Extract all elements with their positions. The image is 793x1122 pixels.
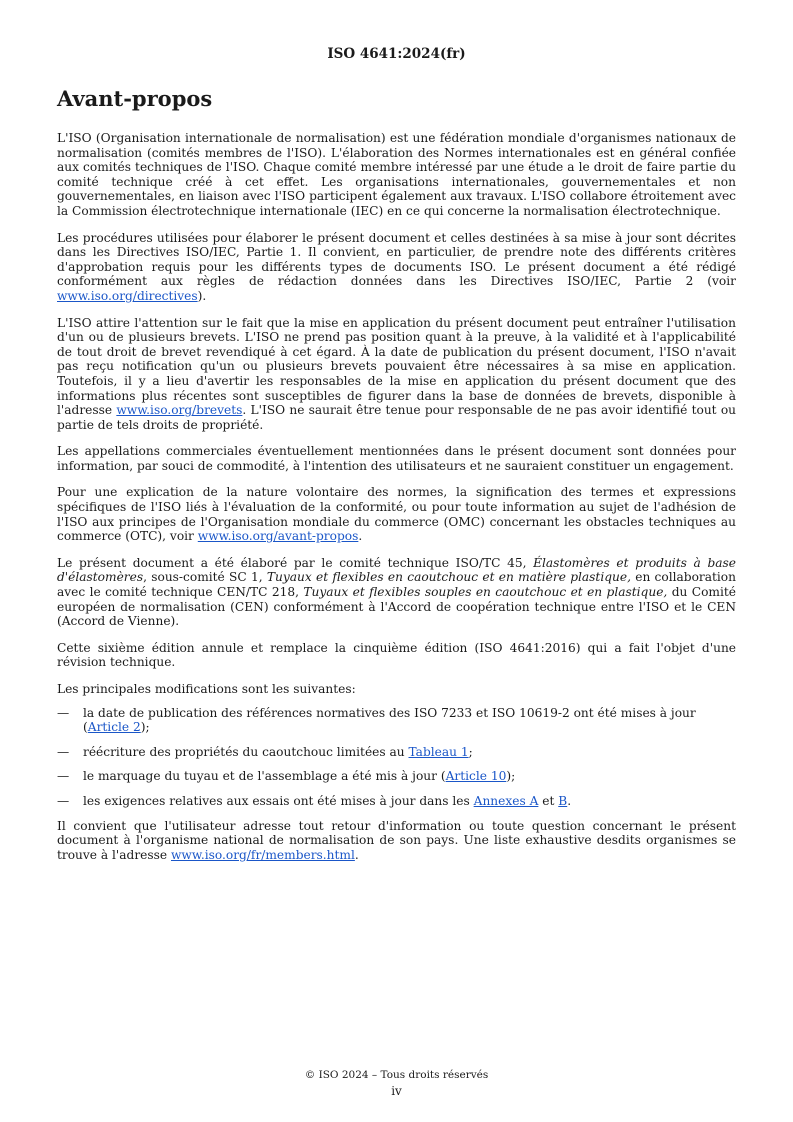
foreword-link[interactable]: www.iso.org/avant-propos: [197, 529, 359, 544]
paragraph-changes-intro: Les principales modifications sont les suivantes:: [57, 682, 356, 696]
table-1-link[interactable]: Tableau 1: [408, 744, 469, 759]
paragraph-edition: Cette sixième édition annule et remplace la cinquième édition (ISO 4641:2016) qui a fait l'objet d'une révision technique.: [57, 640, 736, 670]
foreword-body: [57, 131, 736, 874]
page-title: Avant-propos: [57, 86, 213, 111]
paragraph-feedback: Il convient que l'utilisateur adresse tout retour d'information ou toute question concernant le présent document à l'organisme national de normalisation de son pays. Une liste exhaustive desdits organismes se trouve à l'adresse www.iso.org/fr/members.html.: [57, 818, 736, 862]
annex-a-link[interactable]: Annexes A: [473, 793, 539, 808]
list-dash: —: [57, 705, 70, 720]
page-footer: [0, 1067, 793, 1099]
paragraph-voluntary-nature: Pour une explication de la nature volontaire des normes, la signification des termes et expressions spécifiques de l'ISO liés à l'évaluation de la conformité, ou pour toute information au sujet de l'adhésion de l'ISO aux principes de l'Organisation mondiale du commerce (OMC) concernant les obstacles techniques au commerce (OTC), voir www.iso.org/avant-propos.: [57, 485, 736, 544]
list-item: — le marquage du tuyau et de l'assemblage a été mis à jour (Article 10);: [57, 769, 516, 784]
list-item: — réécriture des propriétés du caoutchouc limitées au Tableau 1;: [57, 744, 473, 759]
paragraph-procedures: Les procédures utilisées pour élaborer le présent document et celles destinées à sa mise à jour sont décrites dans les Directives ISO/IEC, Partie 1. Il convient, en particulier, de prendre note des différents critères d'approbation requis pour les différents types de documents ISO. Le présent document a été rédigé conformément aux règles de rédaction données dans les Directives ISO/IEC, Partie 2 (voir www.iso.org/directives).: [57, 230, 736, 303]
document-header: [0, 46, 793, 62]
paragraph-committee: Le présent document a été élaboré par le comité technique ISO/TC 45, Élastomères et produits à base d'élastomères, sous-comité SC 1, Tuyaux et flexibles en caoutchouc et en matière plastique, en collaboration avec le comité technique CEN/TC 218, Tuyaux et flexibles souples en caoutchouc et en plastique, du Comité européen de normalisation (CEN) conformément à l'Accord de coopération technique entre l'ISO et le CEN (Accord de Vienne).: [57, 555, 737, 629]
list-dash: —: [57, 769, 70, 784]
paragraph-iso-intro: L'ISO (Organisation internationale de normalisation) est une fédération mondiale d'organismes nationaux de normalisation (comités membres de l'ISO). L'élaboration des Normes internationales est en général confiée aux comités techniques de l'ISO. Chaque comité membre intéressé par une étude a le droit de faire partie du comité technique créé à cet effet. Les organisations internationales, gouvernementales et non gouvernementales, en liaison avec l'ISO participent également aux travaux. L'ISO collabore étroitement avec la Commission électrotechnique internationale (IEC) en ce qui concerne la normalisation électrotechnique.: [57, 131, 736, 218]
article-2-link[interactable]: Article 2: [87, 720, 141, 735]
list-item: — la date de publication des références normatives des ISO 7233 et ISO 10619-2 ont été mises à jour (Article 2);: [57, 705, 696, 735]
members-link[interactable]: www.iso.org/fr/members.html: [170, 847, 355, 862]
list-item: — les exigences relatives aux essais ont été mises à jour dans les Annexes A et B.: [57, 793, 572, 808]
annex-b-link[interactable]: B: [558, 793, 568, 808]
directives-link[interactable]: www.iso.org/directives: [57, 288, 198, 303]
page-number: iv: [391, 1084, 402, 1098]
patents-link[interactable]: www.iso.org/brevets: [116, 403, 243, 418]
list-dash: —: [57, 744, 70, 759]
copyright-notice: © ISO 2024 – Tous droits réservés: [304, 1069, 489, 1081]
paragraph-trade-names: Les appellations commerciales éventuellement mentionnées dans le présent document sont données pour information, par souci de commodité, à l'intention des utilisateurs et ne sauraient constituer un engagement.: [57, 444, 736, 473]
document-id: ISO 4641:2024(fr): [327, 46, 466, 62]
list-dash: —: [57, 793, 70, 808]
changes-list: [57, 706, 736, 809]
paragraph-patents: L'ISO attire l'attention sur le fait que la mise en application du présent document peut entraîner l'utilisation d'un ou de plusieurs brevets. L'ISO ne prend pas position quant à la preuve, à la validité et à l'applicabilité de tout droit de brevet revendiqué à cet égard. À la date de publication du présent document, l'ISO n'avait pas reçu notification qu'un ou plusieurs brevets pouvaient être nécessaires à sa mise en application. Toutefois, il y a lieu d'avertir les responsables de la mise en application du présent document que des informations plus récentes sont susceptibles de figurer dans la base de données de brevets, disponible à l'adresse www.iso.org/brevets. L'ISO ne saurait être tenue pour responsable de ne pas avoir identifié tout ou partie de tels droits de propriété.: [57, 315, 737, 432]
article-10-link[interactable]: Article 10: [445, 769, 507, 784]
